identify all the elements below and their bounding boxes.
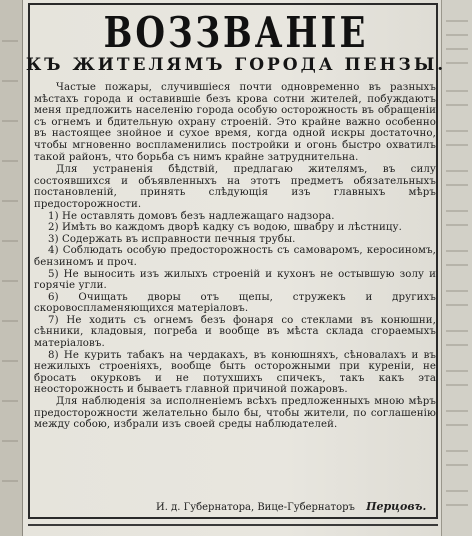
adjacent-column-left (0, 0, 23, 536)
measure-item: 4) Соблюдать особую предосторожность съ самоваромъ, керосиномъ, бензиномъ и проч. (34, 245, 436, 268)
measure-item: 7) Не ходить съ огнемъ безъ фонаря со стеклами въ конюшни, сѣнники, кладовыя, погреба и вообще въ мѣста склада сгораемыхъ матерiаловъ. (34, 314, 436, 350)
measure-item: 2) Имѣть во каждомъ дворѣ кадку съ водою, швабру и лѣстницу. (48, 222, 402, 234)
notice-subtitle: КЪ ЖИТЕЛЯМЪ ГОРОДА ПЕНЗЫ. (25, 55, 447, 75)
signature-name: Перцовъ. (366, 500, 427, 513)
notice-body (34, 82, 436, 431)
measure-item: 6) Очищать дворы отъ щепы, стружекъ и другихъ скоровоспламеняющихся матерiаловъ. (34, 291, 436, 315)
measure-item: 1) Не оставлять домовъ безъ надлежащаго надзора. (48, 210, 335, 222)
signature-title: И. д. Губернатора, Вице-Губернаторъ (156, 502, 355, 513)
bottom-rule (28, 524, 438, 526)
signature-line (156, 500, 426, 513)
measure-item: 5) Не выносить изъ жилыхъ строенiй и кухонъ не остывшую золу и горячiе угли. (34, 268, 436, 292)
intro-paragraph: Частые пожары, случившiеся почти одновременно въ разныхъ мѣстахъ города и оставившiе безъ крова сотни жителей, побуждаютъ меня предложить населенiю города особую осторожность въ обращенiи съ огнемъ и бдительную охрану строенiй. Это крайне важно особенно въ настоящее знойное и сухое время, когда одной искры достаточно, чтобы мгновенно воспламенились постройки и огонь быстро охватилъ такой районъ, что борьба съ нимъ крайне затруднительна. (34, 82, 436, 163)
notice-title: ВОЗЗВАНIЕ (103, 8, 369, 58)
measure-item: 8) Не курить табакъ на чердакахъ, въ конюшняхъ, сѣновалахъ и въ нежилыхъ строенiяхъ, вообще быть осторожными при курeнiи, не бросать окурковъ и не потухшихъ спичекъ, такъ какъ эта неосторожность и бываетъ главной причиной пожаровъ. (34, 349, 436, 396)
measure-item: 3) Содержать въ исправности печныя трубы. (48, 233, 296, 245)
adjacent-column-right (441, 0, 472, 536)
measures-intro-paragraph: Для устраненiя бѣдствiй, предлагаю жителямъ, въ силу состоявшихся и объявленныхъ на этотъ предметъ обязательныхъ постановленiй, принять слѣдующiя изъ главныхъ мѣръ предосторожности. (34, 164, 436, 210)
closing-paragraph: Для наблюденiя за исполненiемъ всѣхъ предложенныхъ мною мѣръ предосторожности желательно было бы, чтобы жители, по соглашенiю между собою, избрали изъ своей среды наблюдателей. (34, 396, 436, 431)
